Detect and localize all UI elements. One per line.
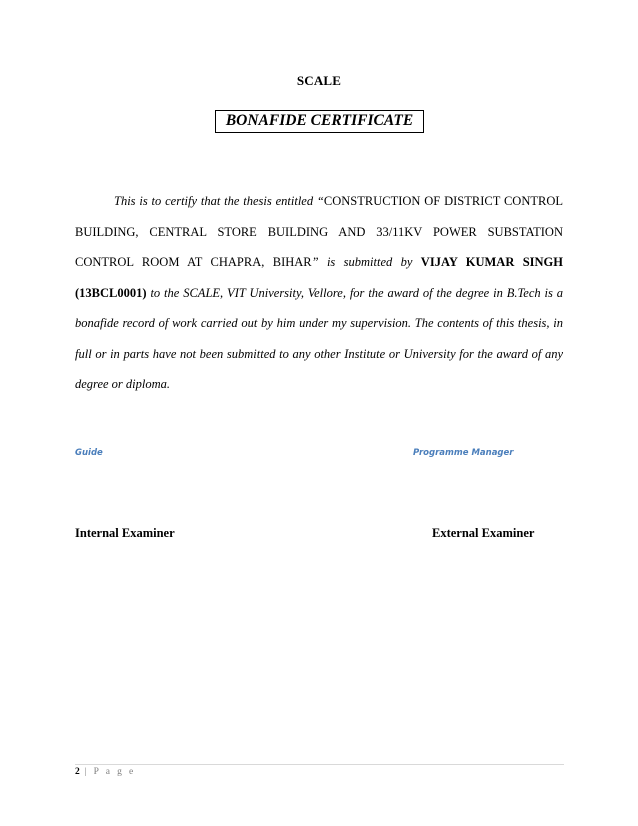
thesis-title: CONSTRUCTION OF DISTRICT CONTROL BUILDING, CENTRAL STORE BUILDING AND 33/11KV POWER SUBSTATION CONTROL ROOM AT CHAPRA, BIHAR <box>75 194 563 269</box>
body-submitted-by: ” is submitted by <box>311 255 413 269</box>
registration-number: (13BCL0001) <box>75 285 147 300</box>
guide-label: Guide <box>75 448 103 458</box>
footer-divider <box>75 764 564 765</box>
certificate-body <box>75 186 563 400</box>
page-number: 2 <box>75 767 80 777</box>
certificate-title: BONAFIDE CERTIFICATE <box>215 110 424 133</box>
footer-page-label: P a g e <box>93 767 136 777</box>
external-examiner-label: External Examiner <box>432 526 535 540</box>
header-org: SCALE <box>296 73 342 88</box>
page-footer <box>75 767 136 777</box>
student-name: VIJAY KUMAR SINGH <box>420 255 564 269</box>
programme-manager-label: Programme Manager <box>413 448 514 458</box>
footer-separator: | <box>79 767 94 777</box>
internal-examiner-label: Internal Examiner <box>75 526 175 540</box>
body-intro: This is to certify that the thesis entitled “ <box>114 194 324 208</box>
body-remainder: to the SCALE, VIT University, Vellore, for the award of the degree in B.Tech is a bonafide record of work carried out by him under my supervision. The contents of this thesis, in full or in parts have not been submitted to any other Institute or University for the award of any degree or diploma. <box>75 285 564 391</box>
